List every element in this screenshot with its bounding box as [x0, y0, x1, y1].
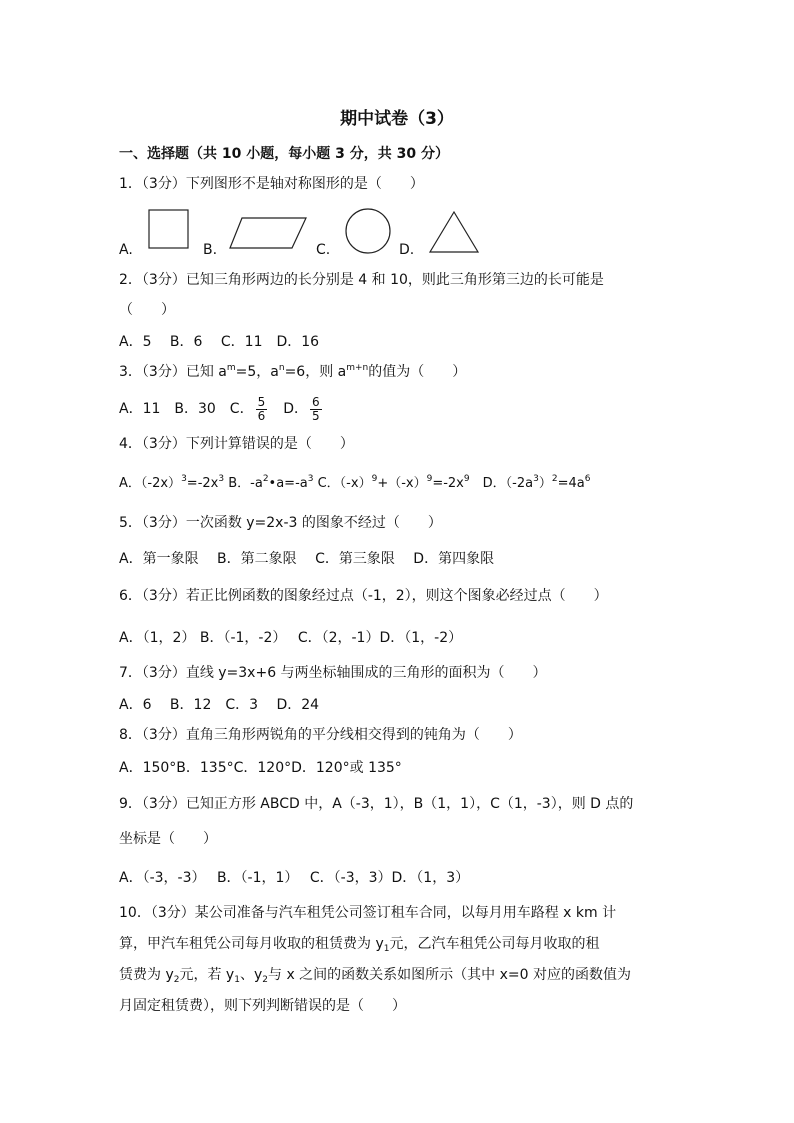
- question-7-options: A．6 B．12 C．3 D．24: [119, 697, 320, 713]
- section-heading: 一、选择题（共 10 小题，每小题 3 分，共 30 分）: [119, 146, 449, 162]
- question-4-options: A．$(-2x)^3=-2x^3$ B．$-a^2•a=-a^3$ C．$(-x)^9+(-x)^9=-2x^9$ D．$(-2a^3)^2=4a^6$: [119, 474, 591, 491]
- page-title: 期中试卷（3）: [340, 109, 454, 129]
- question-1-option-a: A.: [119, 242, 133, 258]
- question-8-stem: 8．（3分）直角三角形两锐角的平分线相交得到的钝角为（ ）: [119, 727, 522, 743]
- question-4-stem: 4．（3分）下列计算错误的是（ ）: [119, 436, 354, 452]
- question-9-stem: 9．（3分）已知正方形 ABCD 中，A（-3，1），B（1，1），C（1，-3），则 D 点的: [119, 796, 634, 812]
- question-7-stem: 7．（3分）直线 y=3x+6 与两坐标轴围成的三角形的面积为（ ）: [119, 665, 547, 681]
- question-6-stem: 6．（3分）若正比例函数的图象经过点（-1，2），则这个图象必经过点（ ）: [119, 588, 608, 604]
- question-3-options: A．11 B．30 C． $\frac{5}{6}$ D． $\frac{6}{5}$: [119, 394, 320, 423]
- question-10-line-1: 10．（3分）某公司准备与汽车租凭公司签订租车合同，以每月用车路程 x km 计: [119, 905, 617, 921]
- question-10-line-3: 赁费为 $y_2$元，若 $y_1$、$y_2$与 x 之间的函数关系如图所示（其中 x=0 对应的函数值为: [119, 967, 632, 985]
- triangle-icon: [428, 210, 480, 254]
- fraction-5-6: $\frac{5}{6}$: [257, 394, 266, 423]
- fraction-6-5: $\frac{6}{5}$: [312, 394, 320, 423]
- question-9-stem-cont: 坐标是（ ）: [119, 831, 217, 847]
- parallelogram-icon: [228, 216, 308, 250]
- question-1-option-c: C.: [316, 242, 331, 258]
- question-5-stem: 5．（3分）一次函数 y=2x-3 的图象不经过（ ）: [119, 515, 442, 531]
- question-10-line-4: 月固定租赁费），则下列判断错误的是（ ）: [119, 998, 406, 1014]
- question-6-options: A．（1，2） B．（-1，-2） C．（2，-1）D．（1，-2）: [119, 630, 463, 646]
- question-10-line-2: 算，甲汽车租凭公司每月收取的租赁费为 $y_1$元，乙汽车租凭公司每月收取的租: [119, 936, 600, 954]
- question-8-options: A．150°B．135°C．120°D．120°或 135°: [119, 760, 402, 776]
- question-2-options: A．5 B．6 C．11 D．16: [119, 334, 320, 350]
- question-2-stem-cont: （ ）: [119, 302, 175, 318]
- question-9-options: A．（-3，-3） B．（-1，1） C．（-3，3）D．（1，3）: [119, 870, 470, 886]
- question-1-stem: 1．（3分）下列图形不是轴对称图形的是（ ）: [119, 176, 424, 192]
- question-1-option-d: D.: [399, 242, 415, 258]
- square-icon: [147, 208, 191, 250]
- question-2-stem: 2．（3分）已知三角形两边的长分别是 4 和 10，则此三角形第三边的长可能是: [119, 272, 604, 288]
- question-5-options: A．第一象限 B．第二象限 C．第三象限 D．第四象限: [119, 551, 495, 567]
- question-3-stem: 3．（3分）已知 $a^m=5$，$a^n=6$，则 $a^{m+n}$的值为（ ）: [119, 363, 467, 380]
- circle-icon: [343, 206, 393, 256]
- question-1-option-b: B.: [203, 242, 218, 258]
